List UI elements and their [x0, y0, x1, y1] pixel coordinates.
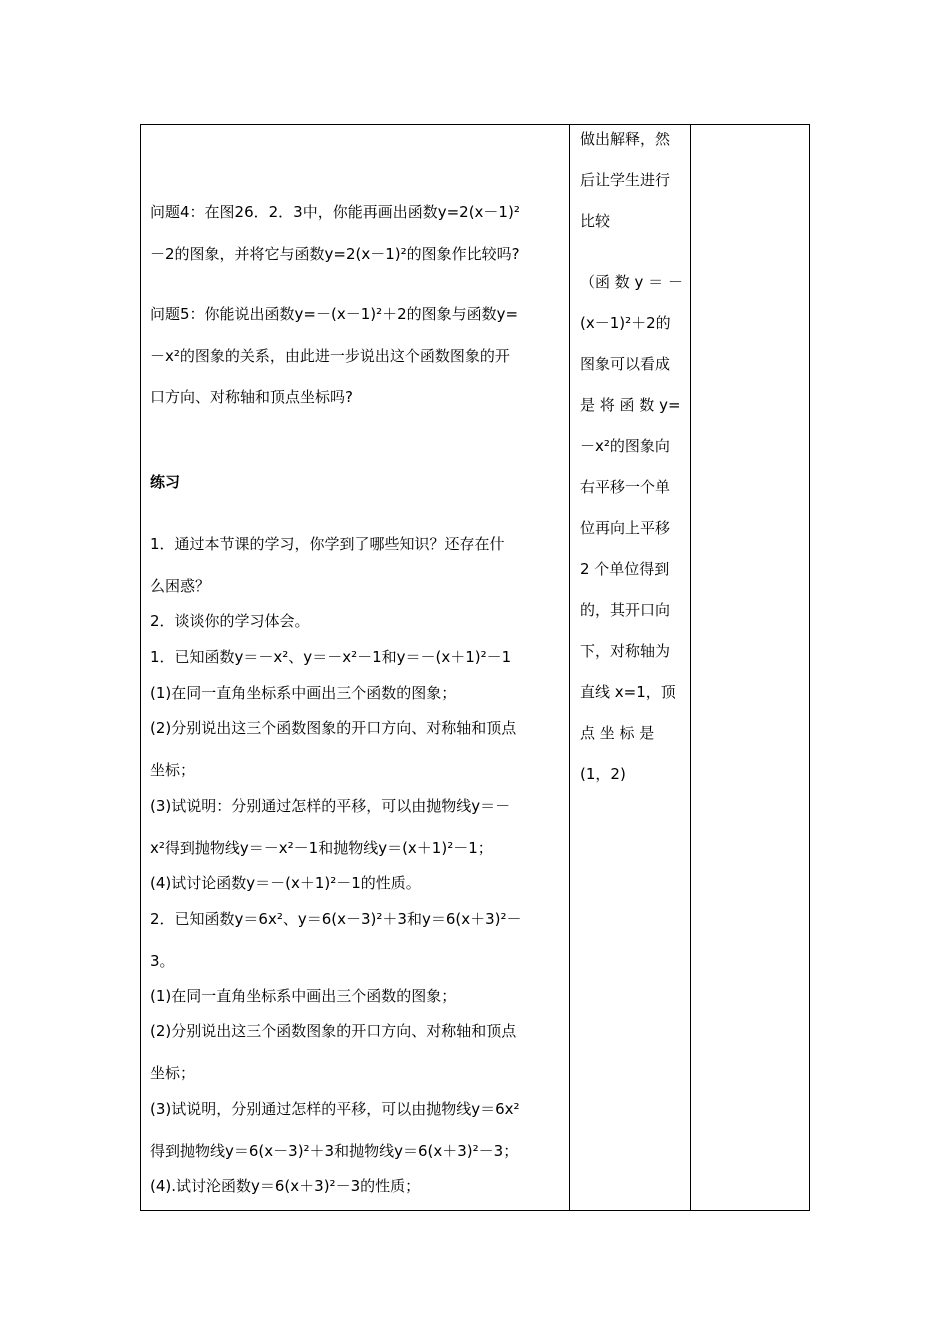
table-border-left — [140, 124, 141, 1211]
practice-heading: 练习 — [150, 473, 181, 491]
exercise-2-part-3-line-2: 得到抛物线y＝6(x－3)²＋3和抛物线y＝6(x＋3)²－3； — [150, 1142, 519, 1160]
note-line-11: 2 个单位得到 — [580, 560, 670, 578]
note-line-4: （函 数 y ＝ － — [580, 273, 683, 291]
exercise-2-part-1: (1)在同一直角坐标系中画出三个函数的图象； — [150, 987, 457, 1005]
note-line-16: (1，2) — [580, 765, 626, 783]
practice-1-line-2: 么困惑？ — [150, 577, 211, 595]
exercise-2-intro-line-2: 3。 — [150, 952, 175, 970]
note-line-12: 的，其开口向 — [580, 601, 671, 619]
note-line-7: 是 将 函 数 y= — [580, 396, 681, 414]
practice-1-line-1: 1．通过本节课的学习，你学到了哪些知识？还存在什 — [150, 535, 505, 553]
exercise-2-part-3-line-1: (3)试说明，分别通过怎样的平移，可以由抛物线y＝6x² — [150, 1100, 520, 1118]
table-divider-2 — [690, 124, 691, 1211]
exercise-2-part-4: (4).试讨沦函数y＝6(x＋3)²－3的性质； — [150, 1177, 421, 1195]
question-4-line-1: 问题4：在图26．2．3中，你能再画出函数y=2(x－1)² — [150, 203, 520, 221]
exercise-1-part-2-line-2: 坐标； — [150, 761, 196, 779]
note-line-1: 做出解释，然 — [580, 130, 671, 148]
exercise-1-part-4: (4)试讨论函数y＝－(x＋1)²－1的性质。 — [150, 874, 421, 892]
note-line-13: 下，对称轴为 — [580, 642, 671, 660]
question-4-line-2: －2的图象，并将它与函数y=2(x－1)²的图象作比较吗? — [150, 245, 520, 263]
table-border-bottom — [140, 1210, 810, 1211]
exercise-1-part-1: (1)在同一直角坐标系中画出三个函数的图象； — [150, 684, 457, 702]
exercise-2-intro-line-1: 2．已知函数y＝6x²、y＝6(x－3)²＋3和y＝6(x＋3)²－ — [150, 910, 522, 928]
note-line-15: 点 坐 标 是 — [580, 724, 655, 742]
note-line-6: 图象可以看成 — [580, 355, 671, 373]
question-5-line-3: 口方向、对称轴和顶点坐标吗? — [150, 388, 353, 406]
note-line-5: (x－1)²＋2的 — [580, 314, 671, 332]
note-line-3: 比较 — [580, 212, 611, 230]
note-line-9: 右平移一个单 — [580, 478, 671, 496]
question-5-line-1: 问题5：你能说出函数y=－(x－1)²＋2的图象与函数y= — [150, 305, 519, 323]
note-line-2: 后让学生进行 — [580, 171, 671, 189]
exercise-1-intro: 1．已知函数y＝－x²、y＝－x²－1和y＝－(x＋1)²－1 — [150, 648, 512, 666]
exercise-2-part-2-line-2: 坐标； — [150, 1064, 196, 1082]
exercise-1-part-3-line-2: x²得到抛物线y＝－x²－1和抛物线y＝(x＋1)²－1； — [150, 839, 493, 857]
question-5-line-2: －x²的图象的关系，由此进一步说出这个函数图象的开 — [150, 347, 510, 365]
exercise-1-part-3-line-1: (3)试说明：分别通过怎样的平移，可以由抛物线y＝－ — [150, 797, 511, 815]
table-border-right — [809, 124, 810, 1211]
exercise-2-part-2-line-1: (2)分别说出这三个函数图象的开口方向、对称轴和顶点 — [150, 1022, 517, 1040]
note-line-8: －x²的图象向 — [580, 437, 670, 455]
note-line-14: 直线 x=1，顶 — [580, 683, 676, 701]
table-divider-1 — [569, 124, 570, 1211]
table-border-top — [140, 124, 810, 125]
exercise-1-part-2-line-1: (2)分别说出这三个函数图象的开口方向、对称轴和顶点 — [150, 719, 517, 737]
practice-2: 2．谈谈你的学习体会。 — [150, 612, 310, 630]
note-line-10: 位再向上平移 — [580, 519, 671, 537]
